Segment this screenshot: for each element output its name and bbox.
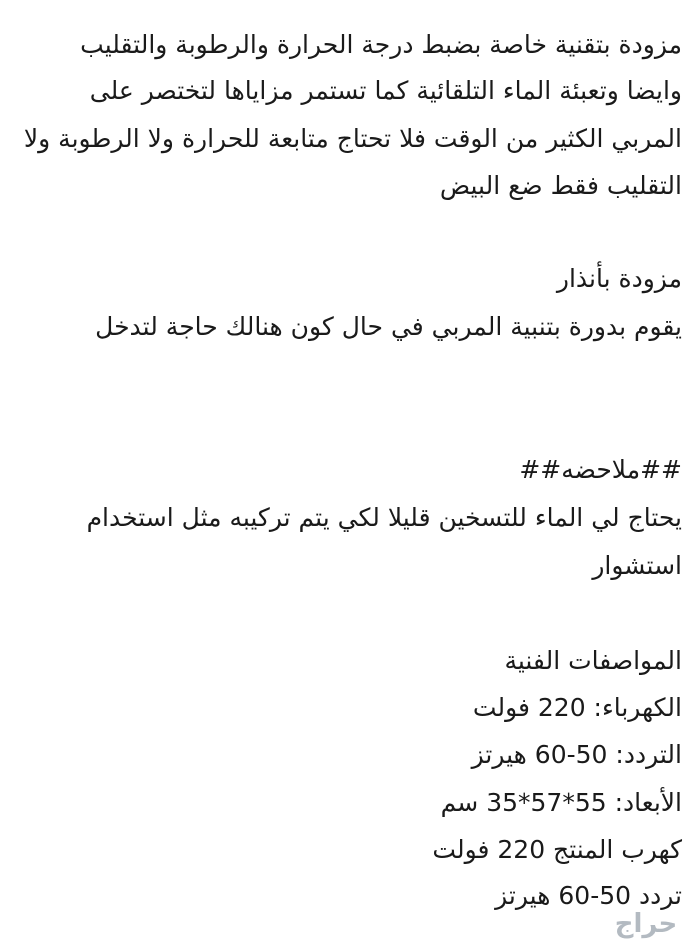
spec-item-frequency: التردد: 50-60 هيرتز — [471, 740, 682, 769]
description-line-3: المربي الكثير من الوقت فلا تحتاج متابعة للحرارة ولا الرطوبة ولا — [23, 124, 682, 153]
haraj-logo-watermark — [606, 904, 686, 944]
description-line-4: التقليب فقط ضع البيض — [439, 171, 682, 200]
note-text-line-1: يحتاج لي الماء للتسخين قليلا لكي يتم تركيبه مثل استخدام — [86, 503, 682, 532]
alarm-text: يقوم بدورة بتنبية المربي في حال كون هنالك حاجة لتدخل — [95, 312, 682, 341]
svg-text:حراج: حراج — [614, 909, 678, 939]
note-heading: ##ملاحضه## — [519, 455, 682, 484]
specs-heading: المواصفات الفنية — [504, 646, 682, 675]
description-line-1: مزودة بتقنية خاصة بضبط درجة الحرارة والرطوبة والتقليب — [80, 30, 682, 59]
alarm-heading: مزودة بأنذار — [556, 264, 682, 293]
spec-item-electricity: الكهرباء: 220 فولت — [472, 693, 682, 722]
spec-item-dimensions: الأبعاد: 55*57*35 سم — [440, 788, 682, 817]
note-text-line-2: استشوار — [592, 551, 682, 580]
spec-item-product-frequency: تردد 50-60 هيرتز — [495, 881, 682, 910]
spec-item-product-voltage: كهرب المنتج 220 فولت — [432, 835, 682, 864]
description-line-2: وايضا وتعبئة الماء التلقائية كما تستمر مزاياها لتختصر على — [89, 76, 682, 105]
